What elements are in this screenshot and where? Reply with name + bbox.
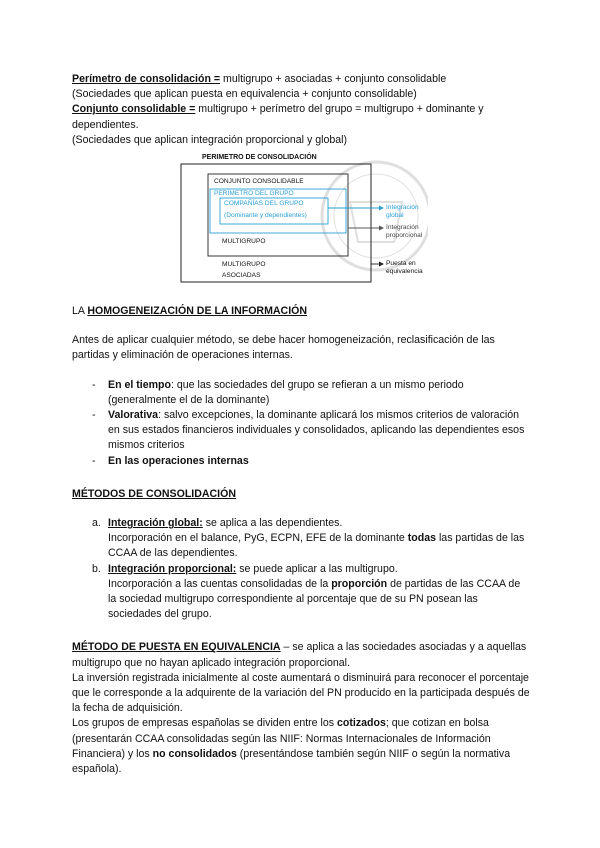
- homogeneizacion-prefix: LA: [72, 305, 88, 318]
- homogeneizacion-intro: Antes de aplicar cualquier método, se debe hacer homogeneización, reclasificación de las partidas y eliminación de operaciones internas.: [72, 334, 495, 362]
- conjunto-term: Conjunto consolidable =: [72, 103, 196, 116]
- metodos-list: [72, 516, 530, 622]
- homogeneizacion-title: HOMOGENEIZACIÓN DE LA INFORMACIÓN: [87, 305, 308, 318]
- list-item: - Valorativa: salvo excepciones, la dominante aplicará los mismos criterios de valoración en sus estados financieros individuales y consolidados, aplicando las dependientes esos mismos criterios: [72, 408, 530, 454]
- conjunto-definition: [72, 102, 530, 132]
- conjunto-note: (Sociedades que aplican integración proporcional y global): [72, 133, 348, 146]
- perimetro-note: (Sociedades que aplican puesta en equivalencia + conjunto consolidable): [72, 88, 417, 101]
- perimetro-diagram: [180, 152, 428, 286]
- document-page: [72, 72, 530, 777]
- puesta-title: MÉTODO DE PUESTA EN EQUIVALENCIA: [72, 641, 281, 654]
- puesta-title-tail: – se aplica a las sociedades asociadas y a aquellas multigrupo que no hayan aplicado integración proporcional.: [72, 641, 527, 669]
- diagram-integracion-global: Integración global: [386, 204, 419, 220]
- diagram-multigrupo-inner: MULTIGRUPO: [222, 238, 266, 246]
- perimetro-definition: [72, 72, 530, 87]
- diagram-companias-label: COMPAÑÍAS DEL GRUPO: [224, 200, 304, 208]
- list-marker: a.: [92, 517, 101, 530]
- diagram-companias-sub: (Dominante y dependientes): [224, 212, 307, 220]
- puesta-paragraph-1: La inversión registrada inicialmente al coste aumentará o disminuirá para reconocer el porcentaje que le corresponde a la adquirente de la variación del PN producido en la participada después de la fecha de adquisición.: [72, 671, 530, 715]
- list-item: - En las operaciones internas: [72, 454, 530, 469]
- list-item: - En el tiempo: que las sociedades del grupo se refieran a un mismo periodo (generalmente el de la dominante): [72, 378, 530, 408]
- list-marker: b.: [92, 562, 101, 575]
- diagram-multigrupo-outer: MULTIGRUPO: [222, 261, 266, 269]
- diagram-conjunto-label: CONJUNTO CONSOLIDABLE: [214, 178, 304, 186]
- perimetro-def: multigrupo + asociadas + conjunto consolidable: [220, 73, 447, 85]
- list-item: a. Integración global: se aplica a las dependientes. Incorporación en el balance, PyG, ECPN, EFE de la dominante todas las partidas de las CCAA de las dependientes.: [92, 517, 525, 560]
- diagram-puesta-equivalencia: Puesta en equivalencia: [386, 260, 423, 276]
- perimetro-term: Perímetro de consolidación =: [72, 73, 221, 85]
- list-item: b. Integración proporcional: se puede aplicar a las multigrupo. Incorporación a las cuentas consolidadas de la proporción de partidas de las CCAA de la sociedad multigrupo correspondiente al porcentaje que de su PN posean las sociedades del grupo.: [92, 562, 521, 621]
- diagram-perimetro-grupo-label: PERIMETRO DEL GRUPO: [214, 190, 294, 198]
- diagram-asociadas: ASOCIADAS: [222, 272, 261, 280]
- puesta-paragraph-2: Los grupos de empresas españolas se dividen entre los cotizados; que cotizan en bolsa (presentarán CCAA consolidadas según las NIIF: Normas Internacionales de Información Financiera) y los no consolidados (presentándose también según NIIF o según la normativa española).: [72, 717, 511, 776]
- puesta-heading: [72, 640, 530, 670]
- diagram-integracion-proporcional: Integración proporcional: [386, 224, 423, 240]
- metodos-heading: MÉTODOS DE CONSOLIDACIÓN: [72, 487, 237, 500]
- diagram-title: PERIMETRO DE CONSOLIDACIÓN: [202, 154, 317, 162]
- homogeneizacion-list: [72, 378, 530, 469]
- homogeneizacion-heading: [72, 304, 530, 319]
- conjunto-def: multigrupo + perímetro del grupo = multigrupo + dominante y dependientes.: [72, 103, 484, 131]
